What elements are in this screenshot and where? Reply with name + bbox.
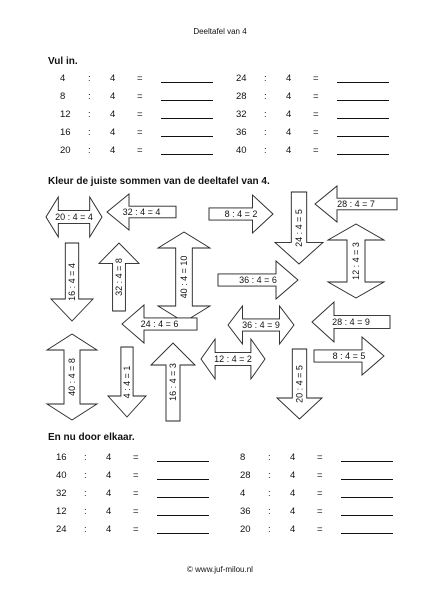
arrow-sum-label: 16 : 4 = 4: [67, 263, 77, 301]
divide-sign: :: [268, 452, 271, 463]
dividend: 32: [56, 488, 67, 499]
divisor: 4: [106, 470, 112, 481]
divide-sign: :: [88, 145, 91, 156]
arrow-sum[interactable]: [314, 337, 384, 375]
arrow-sum-label: 32 : 4 = 8: [114, 258, 124, 296]
arrow-sum-label: 16 : 4 = 3: [168, 363, 178, 401]
dividend: 28: [236, 91, 247, 102]
dividend: 16: [56, 452, 67, 463]
divide-sign: :: [84, 452, 87, 463]
divide-sign: :: [264, 73, 267, 84]
arrow-sum[interactable]: [201, 339, 265, 379]
arrow-sum[interactable]: [46, 197, 102, 237]
divide-sign: :: [88, 127, 91, 138]
dividend: 4: [240, 488, 246, 499]
arrow-sum-label: 32 : 4 = 4: [122, 207, 161, 217]
arrow-sum-label: 36 : 4 = 6: [239, 275, 277, 285]
divisor: 4: [286, 109, 292, 120]
divide-sign: :: [88, 91, 91, 102]
equals-sign: =: [133, 488, 139, 499]
arrow-sum[interactable]: [47, 334, 97, 420]
equals-sign: =: [137, 127, 143, 138]
dividend: 28: [240, 470, 251, 481]
divisor: 4: [110, 91, 116, 102]
dividend: 12: [60, 109, 71, 120]
answer-line[interactable]: [341, 497, 393, 498]
equals-sign: =: [137, 109, 143, 120]
section-door-elkaar-title: En nu door elkaar.: [48, 432, 135, 443]
equals-sign: =: [133, 524, 139, 535]
arrow-sum[interactable]: [315, 186, 397, 222]
dividend: 40: [56, 470, 67, 481]
arrow-sum-label: 28 : 4 = 7: [337, 199, 375, 209]
divisor: 4: [106, 488, 112, 499]
divisor: 4: [110, 109, 116, 120]
answer-line[interactable]: [157, 461, 209, 462]
divisor: 4: [286, 91, 292, 102]
arrow-sum-label: 8 : 4 = 5: [332, 351, 366, 361]
divisor: 4: [110, 127, 116, 138]
arrow-sum[interactable]: [218, 261, 298, 299]
equals-sign: =: [133, 452, 139, 463]
equals-sign: =: [317, 488, 323, 499]
arrow-sum-label: 24 : 4 = 6: [140, 319, 179, 329]
page-header: Deeltafel van 4: [193, 27, 247, 36]
divisor: 4: [290, 452, 296, 463]
arrow-sum-label: 36 : 4 = 9: [242, 320, 280, 330]
copyright-footer: © www.juf-milou.nl: [187, 565, 253, 574]
equals-sign: =: [133, 470, 139, 481]
dividend: 20: [60, 145, 71, 156]
equals-sign: =: [137, 73, 143, 84]
arrow-sum-label: 20 : 4 = 5: [294, 365, 305, 403]
divide-sign: :: [268, 506, 271, 517]
equals-sign: =: [137, 145, 143, 156]
arrow-sum[interactable]: [99, 243, 139, 311]
divisor: 4: [290, 506, 296, 517]
divide-sign: :: [84, 470, 87, 481]
arrow-sum-label: 20 : 4 = 4: [55, 212, 93, 222]
dividend: 4: [60, 73, 66, 84]
divide-sign: :: [268, 470, 271, 481]
divisor: 4: [106, 506, 112, 517]
dividend: 8: [240, 452, 246, 463]
divisor: 4: [106, 452, 112, 463]
arrow-sum[interactable]: [312, 302, 390, 342]
arrow-sum[interactable]: [228, 306, 294, 344]
dividend: 40: [236, 145, 247, 156]
divide-sign: :: [268, 488, 271, 499]
answer-line[interactable]: [157, 515, 209, 516]
divisor: 4: [286, 127, 292, 138]
section-vul-in-title: Vul in.: [48, 56, 78, 67]
divisor: 4: [110, 73, 116, 84]
divide-sign: :: [84, 524, 87, 535]
answer-line[interactable]: [341, 479, 393, 480]
divisor: 4: [290, 470, 296, 481]
equals-sign: =: [317, 452, 323, 463]
equals-sign: =: [137, 91, 143, 102]
divide-sign: :: [264, 91, 267, 102]
divisor: 4: [106, 524, 112, 535]
dividend: 24: [236, 73, 247, 84]
dividend: 16: [60, 127, 71, 138]
arrow-sum[interactable]: [51, 243, 93, 321]
dividend: 24: [56, 524, 67, 535]
divisor: 4: [286, 145, 292, 156]
arrow-sum[interactable]: [107, 194, 176, 230]
arrow-sum[interactable]: [151, 343, 195, 421]
divide-sign: :: [264, 127, 267, 138]
dividend: 8: [60, 91, 66, 102]
divisor: 4: [290, 488, 296, 499]
equals-sign: =: [313, 91, 319, 102]
dividend: 36: [240, 506, 251, 517]
arrow-sum[interactable]: [209, 195, 273, 233]
divide-sign: :: [268, 524, 271, 535]
arrow-sum-label: 40 : 4 = 10: [179, 255, 189, 299]
section-kleur-title: Kleur de juiste sommen van de deeltafel van 4.: [48, 176, 270, 187]
divide-sign: :: [84, 488, 87, 499]
equals-sign: =: [313, 127, 319, 138]
arrow-sum[interactable]: [108, 347, 146, 417]
equals-sign: =: [317, 524, 323, 535]
answer-line[interactable]: [341, 533, 393, 534]
arrow-sum-label: 28 : 4 = 9: [332, 317, 370, 327]
equals-sign: =: [313, 145, 319, 156]
dividend: 32: [236, 109, 247, 120]
divide-sign: :: [264, 109, 267, 120]
divisor: 4: [290, 524, 296, 535]
divide-sign: :: [264, 145, 267, 156]
arrow-sum[interactable]: [328, 224, 384, 298]
equals-sign: =: [313, 109, 319, 120]
dividend: 20: [240, 524, 251, 535]
divide-sign: :: [88, 73, 91, 84]
answer-line[interactable]: [157, 533, 209, 534]
arrow-sum-label: 24 : 4 = 5: [294, 209, 304, 247]
equals-sign: =: [133, 506, 139, 517]
answer-line[interactable]: [341, 461, 393, 462]
dividend: 12: [56, 506, 67, 517]
arrow-sum-label: 12 : 4 = 3: [351, 242, 361, 280]
equals-sign: =: [317, 470, 323, 481]
dividend: 36: [236, 127, 247, 138]
divide-sign: :: [84, 506, 87, 517]
arrow-sum-label: 40 : 4 = 8: [67, 358, 77, 396]
equals-sign: =: [317, 506, 323, 517]
answer-line[interactable]: [341, 515, 393, 516]
answer-line[interactable]: [157, 479, 209, 480]
arrow-sum-label: 4 : 4 = 1: [122, 365, 132, 399]
divisor: 4: [286, 73, 292, 84]
arrow-sum-label: 12 : 4 = 2: [214, 354, 252, 364]
arrow-sum[interactable]: [158, 232, 210, 322]
divide-sign: :: [88, 109, 91, 120]
equals-sign: =: [313, 73, 319, 84]
arrow-sum-label: 8 : 4 = 2: [224, 209, 258, 219]
answer-line[interactable]: [157, 497, 209, 498]
divisor: 4: [110, 145, 116, 156]
